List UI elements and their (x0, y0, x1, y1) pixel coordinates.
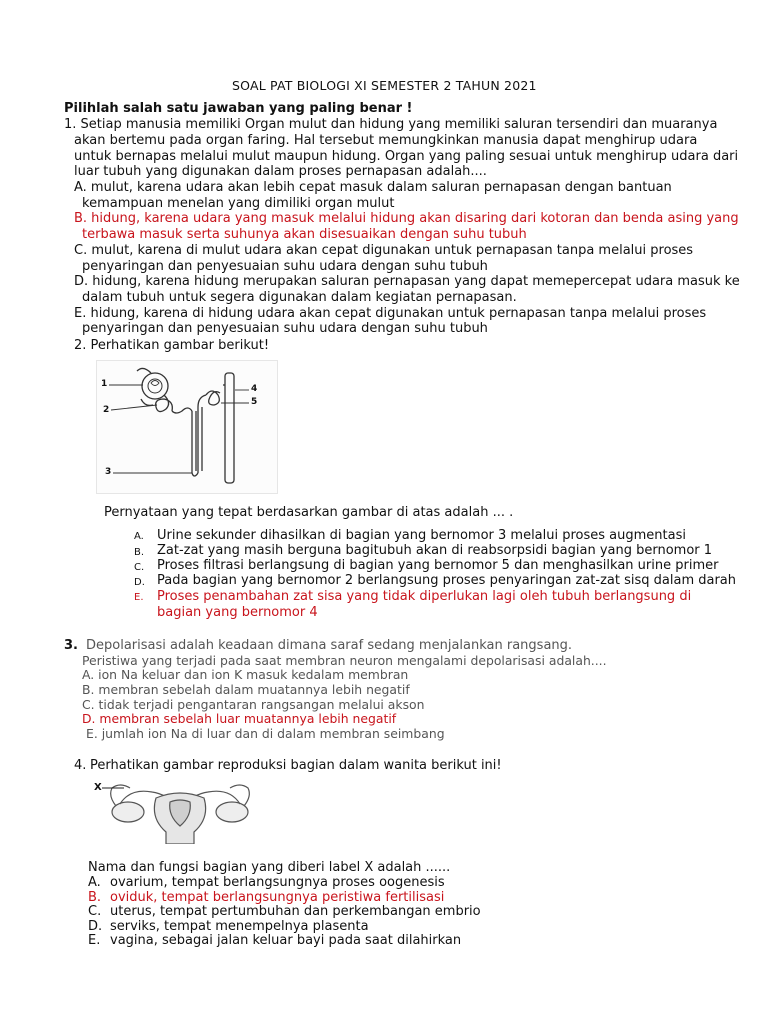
q4-option-b-answer: oviduk, tempat berlangsungnya peristiwa fertilisasi (110, 890, 445, 905)
q2-option-letter: E. (134, 592, 144, 603)
figure-label-4: 4 (251, 384, 258, 394)
q4-option-c: uterus, tempat pertumbuhan dan perkembangan embrio (110, 904, 481, 919)
q3-stem-line: Peristiwa yang terjadi pada saat membran neuron mengalami depolarisasi adalah.... (82, 653, 607, 668)
nephron-diagram (97, 361, 277, 493)
q3-stem-line: Depolarisasi adalah keadaan dimana saraf sedang menjalankan rangsang. (86, 638, 573, 653)
page-title: SOAL PAT BIOLOGI XI SEMESTER 2 TAHUN 2021 (232, 78, 537, 93)
reproductive-figure (90, 776, 270, 844)
q1-option-e-cont: penyaringan dan penyesuaian suhu udara dengan suhu tubuh (82, 321, 488, 336)
q2-option-letter: C. (134, 562, 145, 573)
instruction: Pilihlah salah satu jawaban yang paling benar ! (64, 101, 413, 116)
q3-option-d-answer: D. membran sebelah luar muatannya lebih negatif (82, 711, 397, 726)
q3-option-a: A. ion Na keluar dan ion K masuk kedalam membran (82, 667, 409, 682)
q2-option-b: Zat-zat yang masih berguna bagitubuh akan di reabsorpsidi bagian yang bernomor 1 (157, 543, 713, 558)
q1-stem-line: 1. Setiap manusia memiliki Organ mulut dan hidung yang memiliki saluran tersendiri dan muaranya (64, 117, 718, 132)
q4-option-letter: A. (88, 875, 101, 890)
q1-option-c: C. mulut, karena di mulut udara akan cepat digunakan untuk pernapasan tanpa melalui proses (74, 243, 694, 258)
q2-stem: 2. Perhatikan gambar berikut! (74, 338, 270, 353)
figure-label-1: 1 (101, 379, 108, 389)
q2-question: Pernyataan yang tepat berdasarkan gambar di atas adalah ... . (104, 505, 514, 520)
q2-option-a: Urine sekunder dihasilkan di bagian yang bernomor 3 melalui proses augmentasi (157, 528, 686, 543)
figure-label-2: 2 (103, 405, 110, 415)
q2-option-letter: D. (134, 577, 145, 588)
q4-option-a: ovarium, tempat berlangsungnya proses oogenesis (110, 875, 445, 890)
q1-stem-line: luar tubuh yang digunakan dalam proses pernapasan adalah.... (74, 164, 487, 179)
q2-option-c: Proses filtrasi berlangsung di bagian yang bernomor 5 dan menghasilkan urine primer (157, 558, 719, 573)
q2-option-letter: B. (134, 547, 145, 558)
q4-option-letter: E. (88, 933, 101, 948)
q2-option-letter: A. (134, 531, 144, 542)
q1-option-a-cont: kemampuan menelan yang dimiliki organ mulut (82, 196, 395, 211)
q3-option-c: C. tidak terjadi pengantaran rangsangan melalui akson (82, 697, 425, 712)
figure-label-x: X (94, 782, 102, 793)
q1-option-e: E. hidung, karena di hidung udara akan cepat digunakan untuk pernapasan tanpa melalui proses (74, 306, 707, 321)
figure-label-3: 3 (105, 467, 112, 477)
q4-question: Nama dan fungsi bagian yang diberi label X adalah ...... (88, 860, 451, 875)
q4-option-e: vagina, sebagai jalan keluar bayi pada saat dilahirkan (110, 933, 462, 948)
q1-stem-line: untuk bernapas melalui mulut maupun hidung. Organ yang paling sesuai untuk menghirup udara dari (74, 149, 739, 164)
q3-number: 3. (64, 638, 78, 653)
q4-number: 4. (74, 758, 87, 773)
q2-option-e-answer: Proses penambahan zat sisa yang tidak diperlukan lagi oleh tubuh berlangsung di (157, 589, 692, 604)
q1-option-d-cont: dalam tubuh untuk segera digunakan dalam kegiatan pernapasan. (82, 290, 517, 305)
q1-option-a: A. mulut, karena udara akan lebih cepat masuk dalam saluran pernapasan dengan bantuan (74, 180, 672, 195)
q1-option-c-cont: penyaringan dan penyesuaian suhu udara dengan suhu tubuh (82, 259, 488, 274)
q1-option-d: D. hidung, karena hidung merupakan saluran pernapasan yang dapat memepercepat udara masuk ke (74, 274, 740, 289)
q3-option-b: B. membran sebelah dalam muatannya lebih negatif (82, 682, 410, 697)
q4-option-d: serviks, tempat menempelnya plasenta (110, 919, 369, 934)
q1-option-b-answer: B. hidung, karena udara yang masuk melalui hidung akan disaring dari kotoran dan benda asing yang (74, 211, 739, 226)
figure-label-5: 5 (251, 397, 258, 407)
nephron-figure (96, 360, 278, 494)
q4-stem: Perhatikan gambar reproduksi bagian dalam wanita berikut ini! (90, 758, 502, 773)
q4-option-letter: D. (88, 919, 103, 934)
q1-stem-line: akan bertemu pada organ faring. Hal tersebut memungkinkan manusia dapat menghirup udara (74, 133, 698, 148)
q2-option-d: Pada bagian yang bernomor 2 berlangsung proses penyaringan zat-zat sisq dalam darah (157, 573, 737, 588)
q3-option-e: E. jumlah ion Na di luar dan di dalam membran seimbang (86, 726, 445, 741)
uterus-diagram (90, 776, 270, 844)
q2-option-e-answer-cont: bagian yang bernomor 4 (157, 605, 318, 620)
q4-option-letter: C. (88, 904, 102, 919)
q4-option-letter: B. (88, 890, 102, 905)
q1-option-b-answer-cont: terbawa masuk serta suhunya akan disesuaikan dengan suhu tubuh (82, 227, 527, 242)
